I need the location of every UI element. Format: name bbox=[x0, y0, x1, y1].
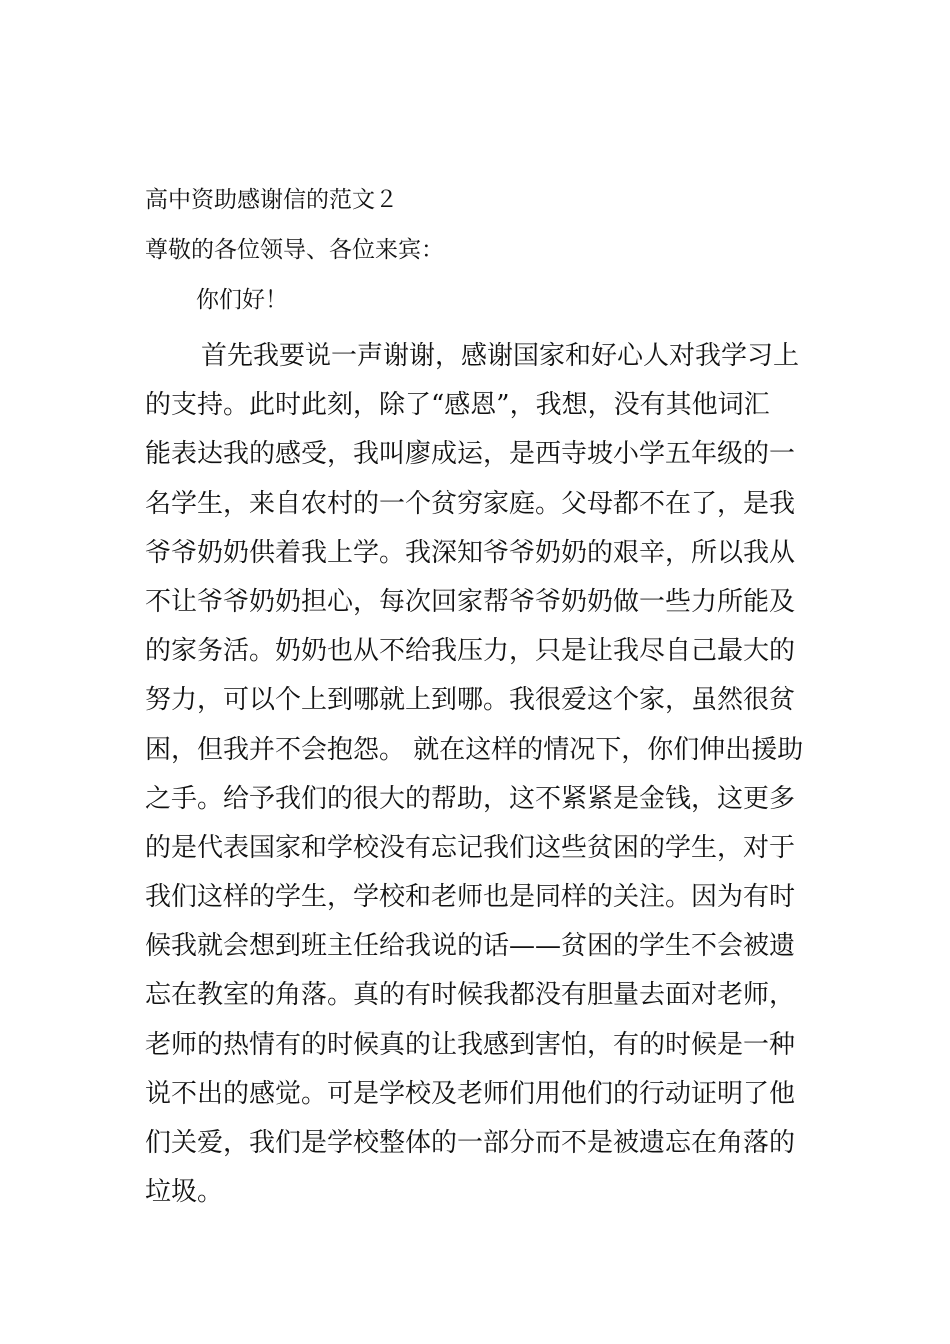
body-line: 能表达我的感受，我叫廖成运，是西寺坡小学五年级的一 bbox=[145, 439, 796, 470]
greeting: 你们好！ bbox=[196, 287, 288, 313]
body-line: 不让爷爷奶奶担心，每次回家帮爷爷奶奶做一些力所能及 bbox=[145, 586, 796, 617]
body-line: 我们这样的学生，学校和老师也是同样的关注。因为有时 bbox=[145, 882, 796, 913]
body-line: 老师的热情有的时候真的让我感到害怕，有的时候是一种 bbox=[145, 1029, 796, 1060]
body-line: 名学生，来自农村的一个贫穷家庭。父母都不在了，是我 bbox=[145, 488, 796, 519]
body-line: 们关爱，我们是学校整体的一部分而不是被遗忘在角落的 bbox=[145, 1128, 796, 1158]
salutation: 尊敬的各位领导、各位来宾： bbox=[145, 237, 444, 263]
body-paragraph bbox=[145, 332, 815, 1217]
body-line: 之手。给予我们的很大的帮助，这不紧紧是金钱，这更多 bbox=[145, 783, 796, 814]
body-line: 困，但我并不会抱怨。 就在这样的情况下，你们伸出援助 bbox=[145, 734, 804, 765]
body-line: 努力，可以个上到哪就上到哪。我很爱这个家，虽然很贫 bbox=[145, 685, 796, 716]
body-line: 忘在教室的角落。真的有时候我都没有胆量去面对老师， bbox=[145, 980, 796, 1011]
body-line: 候我就会想到班主任给我说的话——贫困的学生不会被遗 bbox=[145, 931, 796, 962]
body-line: 爷爷奶奶供着我上学。我深知爷爷奶奶的艰辛，所以我从 bbox=[145, 537, 796, 568]
body-line: 的是代表国家和学校没有忘记我们这些贫困的学生，对于 bbox=[145, 832, 796, 863]
body-line: 首先我要说一声谢谢，感谢国家和好心人对我学习上 bbox=[201, 341, 800, 371]
body-line: 说不出的感觉。可是学校及老师们用他们的行动证明了他 bbox=[145, 1078, 796, 1109]
body-line: 的家务活。奶奶也从不给我压力，只是让我尽自己最大的 bbox=[145, 636, 796, 667]
body-line: 的支持。此时此刻，除了“感恩”，我想，没有其他词汇 bbox=[145, 390, 770, 421]
body-line: 垃圾。 bbox=[145, 1177, 224, 1208]
document-title: 高中资助感谢信的范文２ bbox=[145, 187, 398, 213]
